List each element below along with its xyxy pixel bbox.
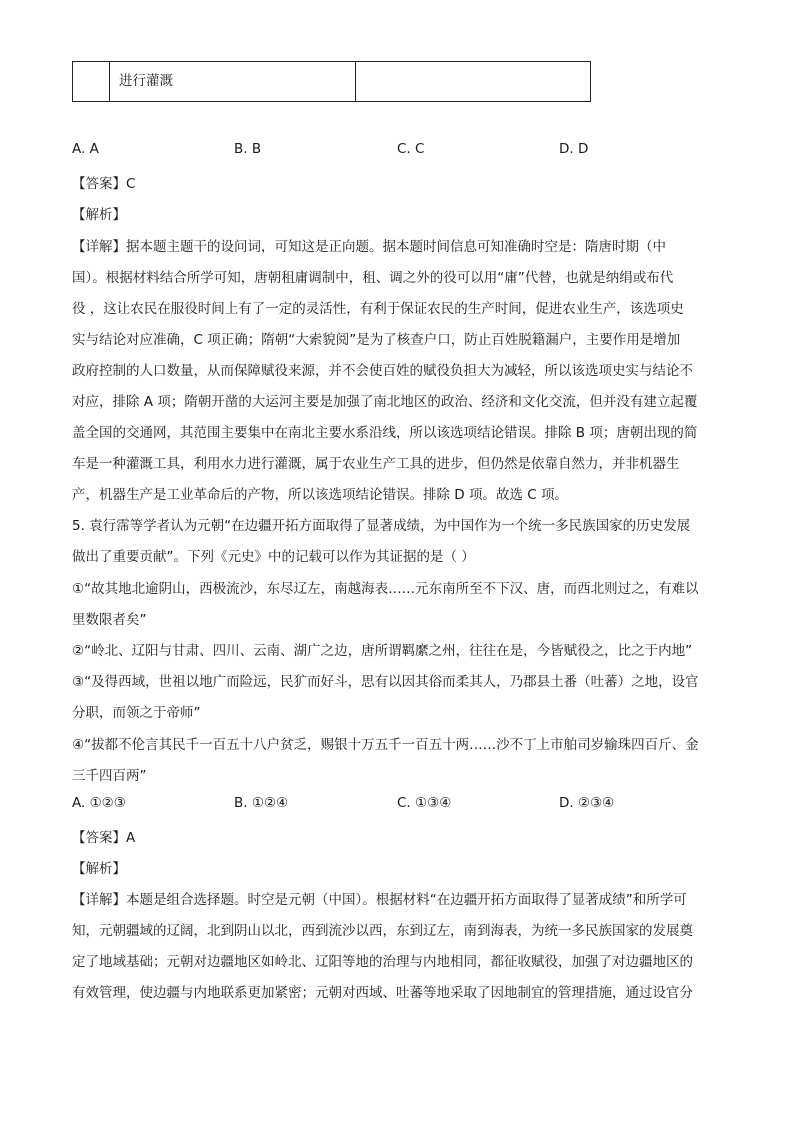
q5-detail-line: 【详解】本题是组合选择题。时空是元朝（中国）。根据材料“在边疆开拓方面取得了显著成绩”和所学可: [72, 892, 687, 908]
q5-material-line: 分职，而领之于帝师”: [72, 705, 201, 721]
table-cell-text: 进行灌溉: [109, 62, 356, 101]
q5-material-line: ④“拔都不伦言其民千一百五十八户贫乏，赐银十万五千一百五十两……沙不丁上市舶司岁输珠四百斤、金: [72, 737, 699, 753]
q4-option-c: C. C: [397, 141, 425, 157]
q5-option-a: A. ①②③: [72, 795, 126, 811]
q5-detail-line: 定了地域基础；元朝对边疆地区如岭北、辽阳等地的治理与内地相同，都征收赋役，加强了对边疆地区的: [72, 954, 693, 970]
q4-analysis-label: 【解析】: [72, 207, 126, 223]
q4-detail-line: 产，机器生产是工业革命后的产物，所以该选项结论错误。排除 D 项。故选 C 项。: [72, 487, 568, 503]
q5-material-line: ②“岭北、辽阳与甘肃、四川、云南、湖广之边，唐所谓羁縻之州，往往在是，今皆赋役之，比之于内地”: [72, 643, 693, 659]
q5-material-line: 里数限者矣”: [72, 612, 147, 628]
q4-option-b: B. B: [234, 141, 262, 157]
q4-detail-line: 国）。根据材料结合所学可知，唐朝租庸调制中，租、调之外的役可以用“庸”代替，也就是纳绢或布代: [72, 270, 674, 286]
q5-stem-line: 做出了重要贡献”。下列《元史》中的记载可以作为其证据的是（ ）: [72, 549, 475, 565]
table-cell-empty: [73, 62, 110, 101]
q4-detail-line: 车是一种灌溉工具，利用水力进行灌溉，属于农业生产工具的进步，但仍然是依靠自然力，并非机器生: [72, 456, 680, 472]
q4-option-d: D. D: [559, 141, 589, 157]
q5-detail-line: 知，元朝疆域的辽阔，北到阴山以北，西到流沙以西，东到辽左，南到海表，为统一多民族国家的发展奠: [72, 923, 693, 939]
q5-answer: 【答案】A: [72, 830, 136, 846]
q4-detail-line: 政府控制的人口数量，从而保障赋役来源，并不会使百姓的赋役负担大为减轻，所以该选项史实与结论不: [72, 363, 693, 379]
answer-table: [72, 61, 591, 102]
q5-option-b: B. ①②④: [234, 795, 289, 811]
q4-options: [72, 141, 722, 161]
q5-options: [72, 795, 722, 815]
q5-material-line: ③“及得西域，世祖以地广而险远，民犷而好斗，思有以因其俗而柔其人，乃郡县土番（吐蕃）之地，设官: [72, 674, 699, 690]
q5-detail-line: 有效管理，使边疆与内地联系更加紧密；元朝对西域、吐蕃等地采取了因地制宜的管理措施，通过设官分: [72, 985, 693, 1001]
q5-material-line: ①“故其地北逾阴山，西极流沙，东尽辽左，南越海表……元东南所至不下汉、唐，而西北则过之，有难以: [72, 581, 699, 597]
q4-detail-line: 役 ，这让农民在服役时间上有了一定的灵活性，有利于保证农民的生产时间，促进农业生产，该选项史: [72, 301, 684, 317]
q5-stem-line: 5. 袁行霈等学者认为元朝“在边疆开拓方面取得了显著成绩，为中国作为一个统一多民族国家的历史发展: [72, 518, 691, 534]
q4-detail-line: 实与结论对应准确，C 项正确；隋朝“大索貌阅”是为了核查户口，防止百姓脱籍漏户，主要作用是增加: [72, 332, 681, 348]
q5-option-d: D. ②③④: [559, 795, 615, 811]
table-cell-empty-right: [356, 62, 590, 101]
q5-material-line: 三千四百两”: [72, 768, 147, 784]
q5-option-c: C. ①③④: [397, 795, 452, 811]
q4-option-a: A. A: [72, 141, 99, 157]
q4-detail-line: 对应，排除 A 项；隋朝开凿的大运河主要是加强了南北地区的政治、经济和文化交流，但并没有建立起覆: [72, 394, 698, 410]
q4-detail-line: 盖全国的交通网，其范围主要集中在南北主要水系沿线，所以该选项结论错误。排除 B 项；唐朝出现的简: [72, 425, 698, 441]
q4-answer: 【答案】C: [72, 176, 136, 192]
q4-detail-line: 【详解】据本题主题干的设问词，可知这是正向题。据本题时间信息可知准确时空是：隋唐时期（中: [72, 239, 666, 255]
q5-analysis-label: 【解析】: [72, 861, 126, 877]
